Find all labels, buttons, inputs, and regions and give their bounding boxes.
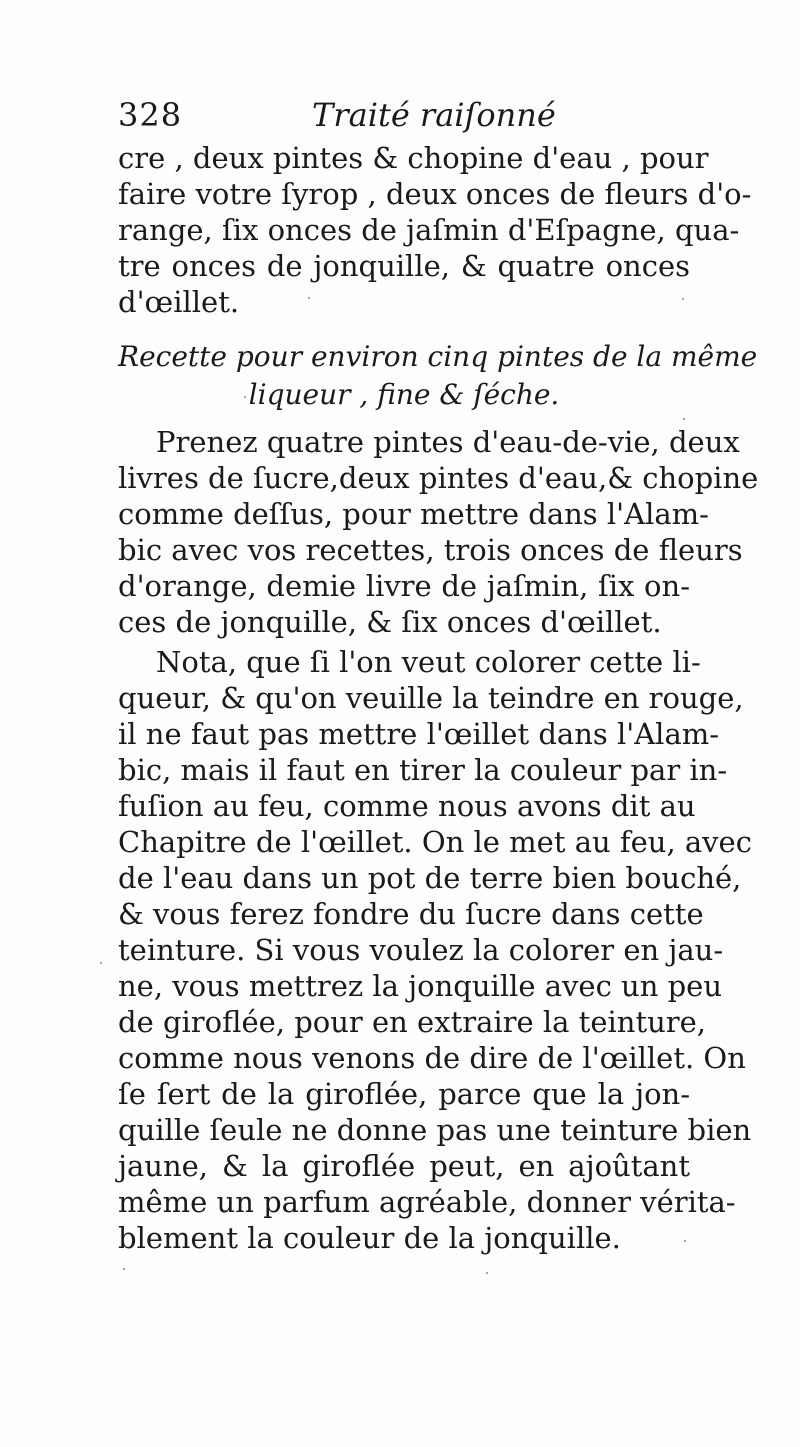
text-line: tre onces de jonquille, & quatre onces	[118, 249, 690, 283]
text-line: bic, mais il faut en tirer la couleur par in-	[118, 753, 728, 787]
text-line: range, ſix onces de jaſmin d'Eſpagne, qua-	[118, 213, 740, 247]
text-line: Chapitre de l'œillet. On le met au feu, avec	[118, 825, 752, 859]
ink-speck	[244, 396, 246, 398]
text-line: quille ſeule ne donne pas une teinture bien	[118, 1113, 752, 1147]
text-line: d'œillet.	[118, 285, 240, 319]
recipe-heading	[118, 338, 758, 414]
ink-speck	[684, 1240, 686, 1242]
text-line: cre , deux pintes & chopine d'eau , pour	[118, 141, 709, 175]
text-line: blement la couleur de la jonquille.	[118, 1221, 621, 1255]
text-line: même un parfum agréable, donner vérita-	[118, 1185, 736, 1219]
ink-speck	[486, 1272, 488, 1274]
running-title: Traité raiſonné	[312, 96, 556, 134]
text-line: ces de jonquille, & ſix onces d'œillet.	[118, 605, 662, 639]
paragraph-recipe	[118, 424, 759, 640]
ink-speck	[100, 962, 102, 964]
text-line: Prenez quatre pintes d'eau-de-vie, deux	[156, 425, 740, 459]
text-line: de l'eau dans un pot de terre bien bouché,	[118, 861, 742, 895]
text-line: queur, & qu'on veuille la teindre en rouge,	[118, 681, 744, 715]
ink-speck	[123, 1268, 125, 1270]
text-line: d'orange, demie livre de jaſmin, ſix on-	[118, 569, 690, 603]
text-line: de giroflée, pour en extraire la teinture,	[118, 1005, 707, 1039]
heading-line: liqueur , fine & ſéche.	[248, 378, 560, 411]
text-line: Nota, que ſi l'on veut colorer cette li-	[156, 645, 701, 679]
text-line: & vous ferez fondre du ſucre dans cette	[118, 897, 704, 931]
paragraph-continuation	[118, 140, 752, 320]
text-line: ſe ſert de la giroflée, parce que la jon-	[118, 1077, 690, 1111]
text-line: ne, vous mettrez la jonquille avec un peu	[118, 969, 723, 1003]
text-line: il ne faut pas mettre l'œillet dans l'Alam-	[118, 717, 720, 751]
page-header	[118, 96, 688, 140]
text-line: comme nous venons de dire de l'œillet. On	[118, 1041, 746, 1075]
ink-speck	[682, 298, 684, 300]
text-line: bic avec vos recettes, trois onces de fleurs	[118, 533, 743, 567]
text-line: jaune, & la giroflée peut, en ajoûtant	[118, 1149, 690, 1183]
text-line: livres de ſucre,deux pintes d'eau,& chopine	[118, 461, 759, 495]
text-line: faire votre ſyrop , deux onces de fleurs d'o-	[118, 177, 752, 211]
text-line: comme deſſus, pour mettre dans l'Alam-	[118, 497, 709, 531]
text-line: teinture. Si vous voulez la colorer en jau-	[118, 933, 724, 967]
text-line: fuſion au feu, comme nous avons dit au	[118, 789, 696, 823]
heading-line: Recette pour environ cinq pintes de la même	[118, 340, 758, 373]
paragraph-nota	[118, 644, 752, 1256]
page-number: 328	[118, 96, 183, 134]
ink-speck	[308, 297, 310, 299]
ink-speck	[683, 418, 685, 420]
